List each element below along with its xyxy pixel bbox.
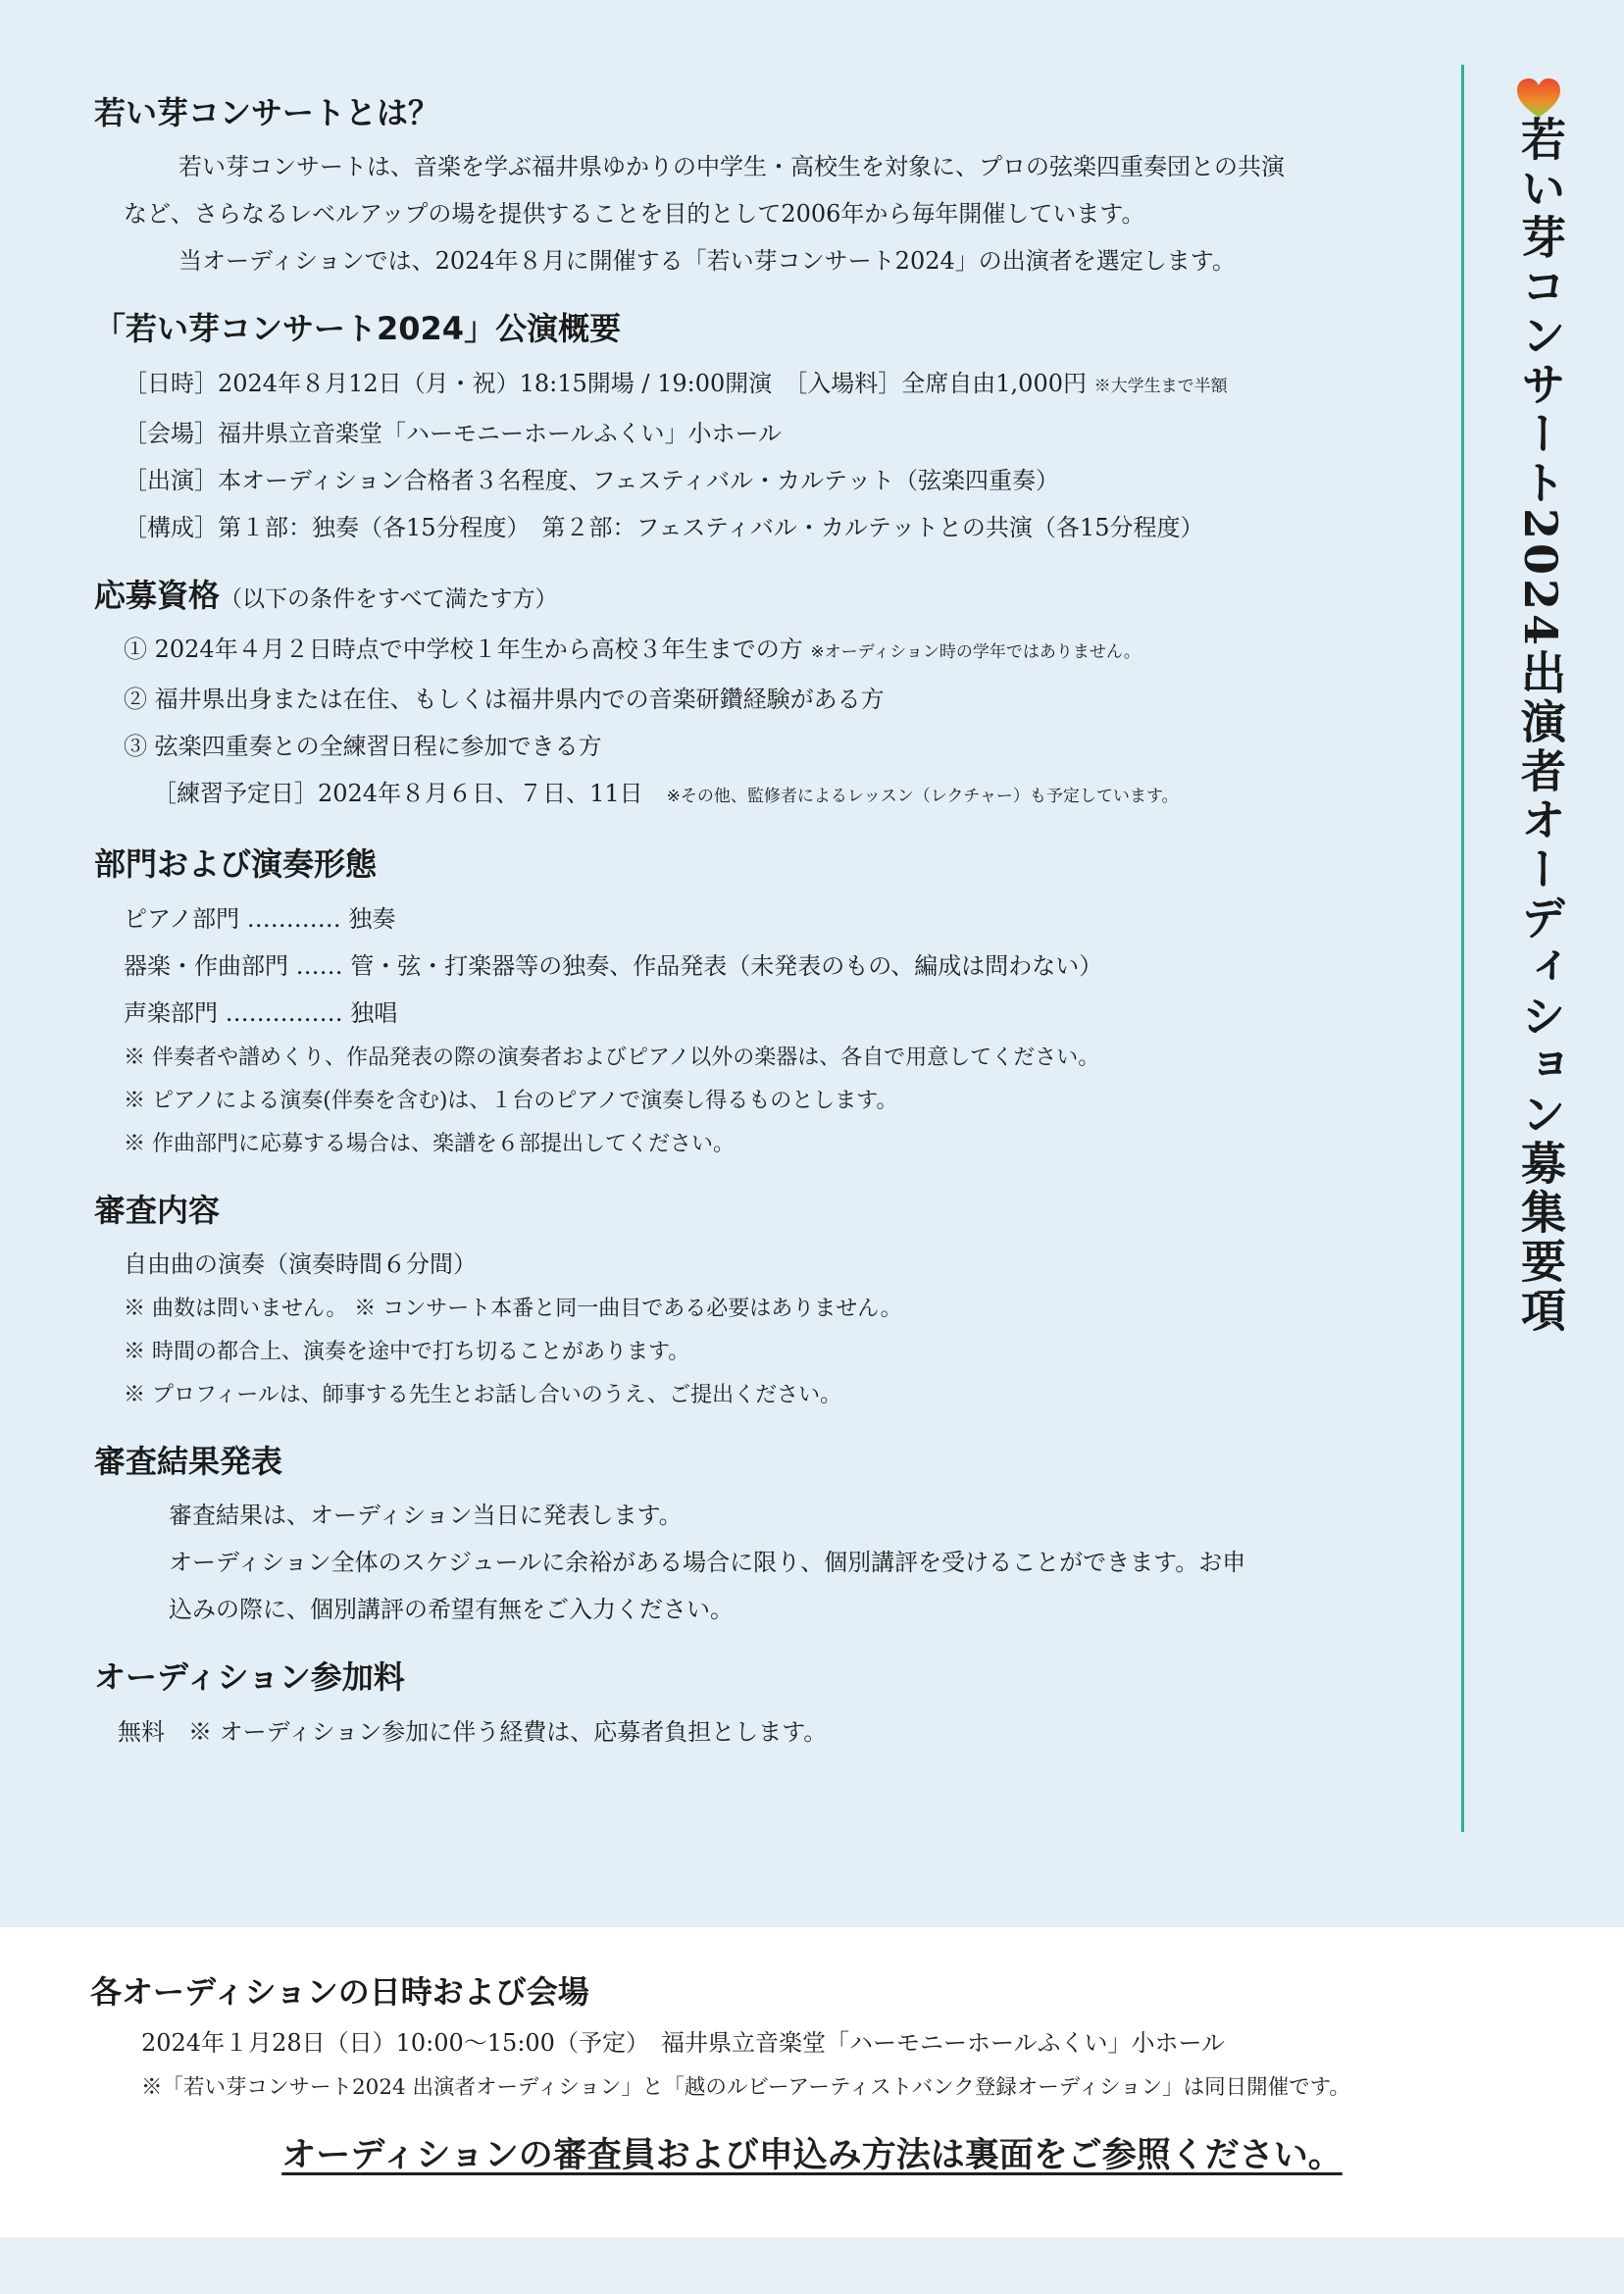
eligibility-heading-sub: （以下の条件をすべて満たす方）: [220, 586, 558, 612]
footer-band: [0, 2237, 1624, 2294]
heart-icon: [1515, 76, 1562, 120]
review-note-3: ※ プロフィールは、師事する先生とお話し合いのうえ、ご提出ください。: [124, 1382, 842, 1407]
overview-date-note: ※大学生まで半額: [1093, 376, 1228, 396]
schedule-heading: 各オーディションの日時および会場: [90, 1973, 589, 2011]
overview-heading: 「若い芽コンサート2024」公演概要: [94, 310, 622, 348]
review-note-2: ※ 時間の都合上、演奏を途中で打ち切ることがあります。: [124, 1339, 690, 1364]
eligibility-heading: [94, 577, 1408, 614]
content-column: [94, 94, 1408, 1781]
overview-venue: ［会場］福井県立音楽堂「ハーモニーホールふくい」小ホール: [124, 419, 783, 447]
review-lines: [94, 1241, 1408, 1417]
eligibility-practice-text: ［練習予定日］2024年８月６日、７日、11日: [153, 780, 667, 808]
eligibility-item-1-note: ※オーディション時の学年ではありません。: [810, 642, 1141, 663]
results-line-2: オーディション全体のスケジュールに余裕がある場合に限り、個別講評を受けることができます。お申: [169, 1549, 1246, 1577]
eligibility-item-1-text: ① 2024年４月２日時点で中学校１年生から高校３年生までの方: [124, 636, 803, 664]
fee-heading: オーディション参加料: [94, 1658, 405, 1697]
overview-date: [94, 360, 1408, 410]
about-paragraph-1: [94, 143, 1408, 237]
side-accent-line: [1461, 65, 1464, 1832]
overview-section: [94, 310, 1408, 550]
eligibility-item-1: [94, 626, 1408, 676]
fee-lines: [94, 1708, 1408, 1756]
division-note-1: ※ 伴奏者や譜めくり、作品発表の際の演奏者およびピアノ以外の楽器は、各自で用意してください。: [124, 1045, 1100, 1070]
fee-text: 無料 ※ オーディション参加に伴う経費は、応募者負担とします。: [118, 1717, 828, 1746]
eligibility-practice: [94, 770, 1408, 820]
division-piano: ピアノ部門 ………… 独奏: [124, 904, 396, 933]
schedule-section: [90, 1973, 1561, 2177]
back-page-notice: オーディションの審査員および申込み方法は裏面をご参照ください。: [281, 2136, 1343, 2176]
divisions-section: [94, 845, 1408, 1165]
divisions-lines: [94, 895, 1408, 1166]
results-section: [94, 1443, 1408, 1633]
results-lines: [94, 1492, 1408, 1633]
overview-date-text: ［日時］2024年８月12日（月・祝）18:15開場 / 19:00開演 ［入場料］全席自由1,000円: [124, 369, 1087, 397]
review-main: 自由曲の演奏（演奏時間６分間）: [124, 1249, 477, 1278]
review-section: [94, 1192, 1408, 1417]
results-line-1: 審査結果は、オーディション当日に発表します。: [169, 1502, 683, 1530]
fee-section: [94, 1658, 1408, 1755]
eligibility-section: [94, 577, 1408, 820]
results-line-3: 込みの際に、個別講評の希望有無をご入力ください。: [169, 1596, 734, 1624]
review-note-1: ※ 曲数は問いません。 ※ コンサート本番と同一曲目である必要はありません。: [124, 1296, 902, 1321]
overview-structure: ［構成］第１部：独奏（各15分程度） 第２部：フェスティバル・カルテットとの共演（各15分程度）: [124, 513, 1204, 541]
schedule-lines: [90, 2020, 1561, 2111]
eligibility-heading-text: 応募資格: [94, 576, 221, 614]
schedule-line-2: ※「若い芽コンサート2024 出演者オーディション」と「越のルビーアーティストバンク登録オーディション」は同日開催です。: [141, 2075, 1350, 2101]
results-heading: 審査結果発表: [94, 1442, 283, 1480]
division-note-3: ※ 作曲部門に応募する場合は、楽譜を６部提出してください。: [124, 1131, 735, 1156]
eligibility-item-2: ② 福井県出身または在住、もしくは福井県内での音楽研鑽経験がある方: [124, 686, 885, 714]
schedule-line-1: 2024年１月28日（日）10:00〜15:00（予定） 福井県立音楽堂「ハーモニーホールふくい」小ホール: [141, 2029, 1225, 2058]
eligibility-practice-note: ※その他、監修者によるレッスン（レクチャー）も予定しています。: [666, 787, 1179, 807]
division-instrumental: 器楽・作曲部門 …… 管・弦・打楽器等の独奏、作品発表（未発表のもの、編成は問わない）: [124, 951, 1103, 980]
about-section: [94, 94, 1408, 284]
overview-lines: [94, 360, 1408, 551]
divisions-heading: 部門および演奏形態: [94, 845, 378, 884]
about-p1-line2: など、さらなるレベルアップの場を提供することを目的として2006年から毎年開催しています。: [124, 200, 1145, 229]
review-heading: 審査内容: [94, 1191, 221, 1229]
division-note-2: ※ ピアノによる演奏(伴奏を含む)は、１台のピアノで演奏し得るものとします。: [124, 1088, 898, 1113]
side-vertical-title: 若い芽コンサート2024出演者オーディション募集要項: [1514, 116, 1567, 1337]
overview-performers: ［出演］本オーディション合格者３名程度、フェスティバル・カルテット（弦楽四重奏）: [124, 466, 1059, 494]
division-vocal: 声楽部門 …………… 独唱: [124, 998, 398, 1027]
about-paragraph-2: 当オーディションでは、2024年８月に開催する「若い芽コンサート2024」の出演者を選定します。: [178, 247, 1236, 276]
about-p1-line1: 若い芽コンサートは、音楽を学ぶ福井県ゆかりの中学生・高校生を対象に、プロの弦楽四重奏団との共演: [178, 153, 1285, 181]
eligibility-item-3: ③ 弦楽四重奏との全練習日程に参加できる方: [124, 733, 602, 761]
eligibility-lines: [94, 626, 1408, 820]
about-heading: 若い芽コンサートとは？: [94, 94, 440, 131]
